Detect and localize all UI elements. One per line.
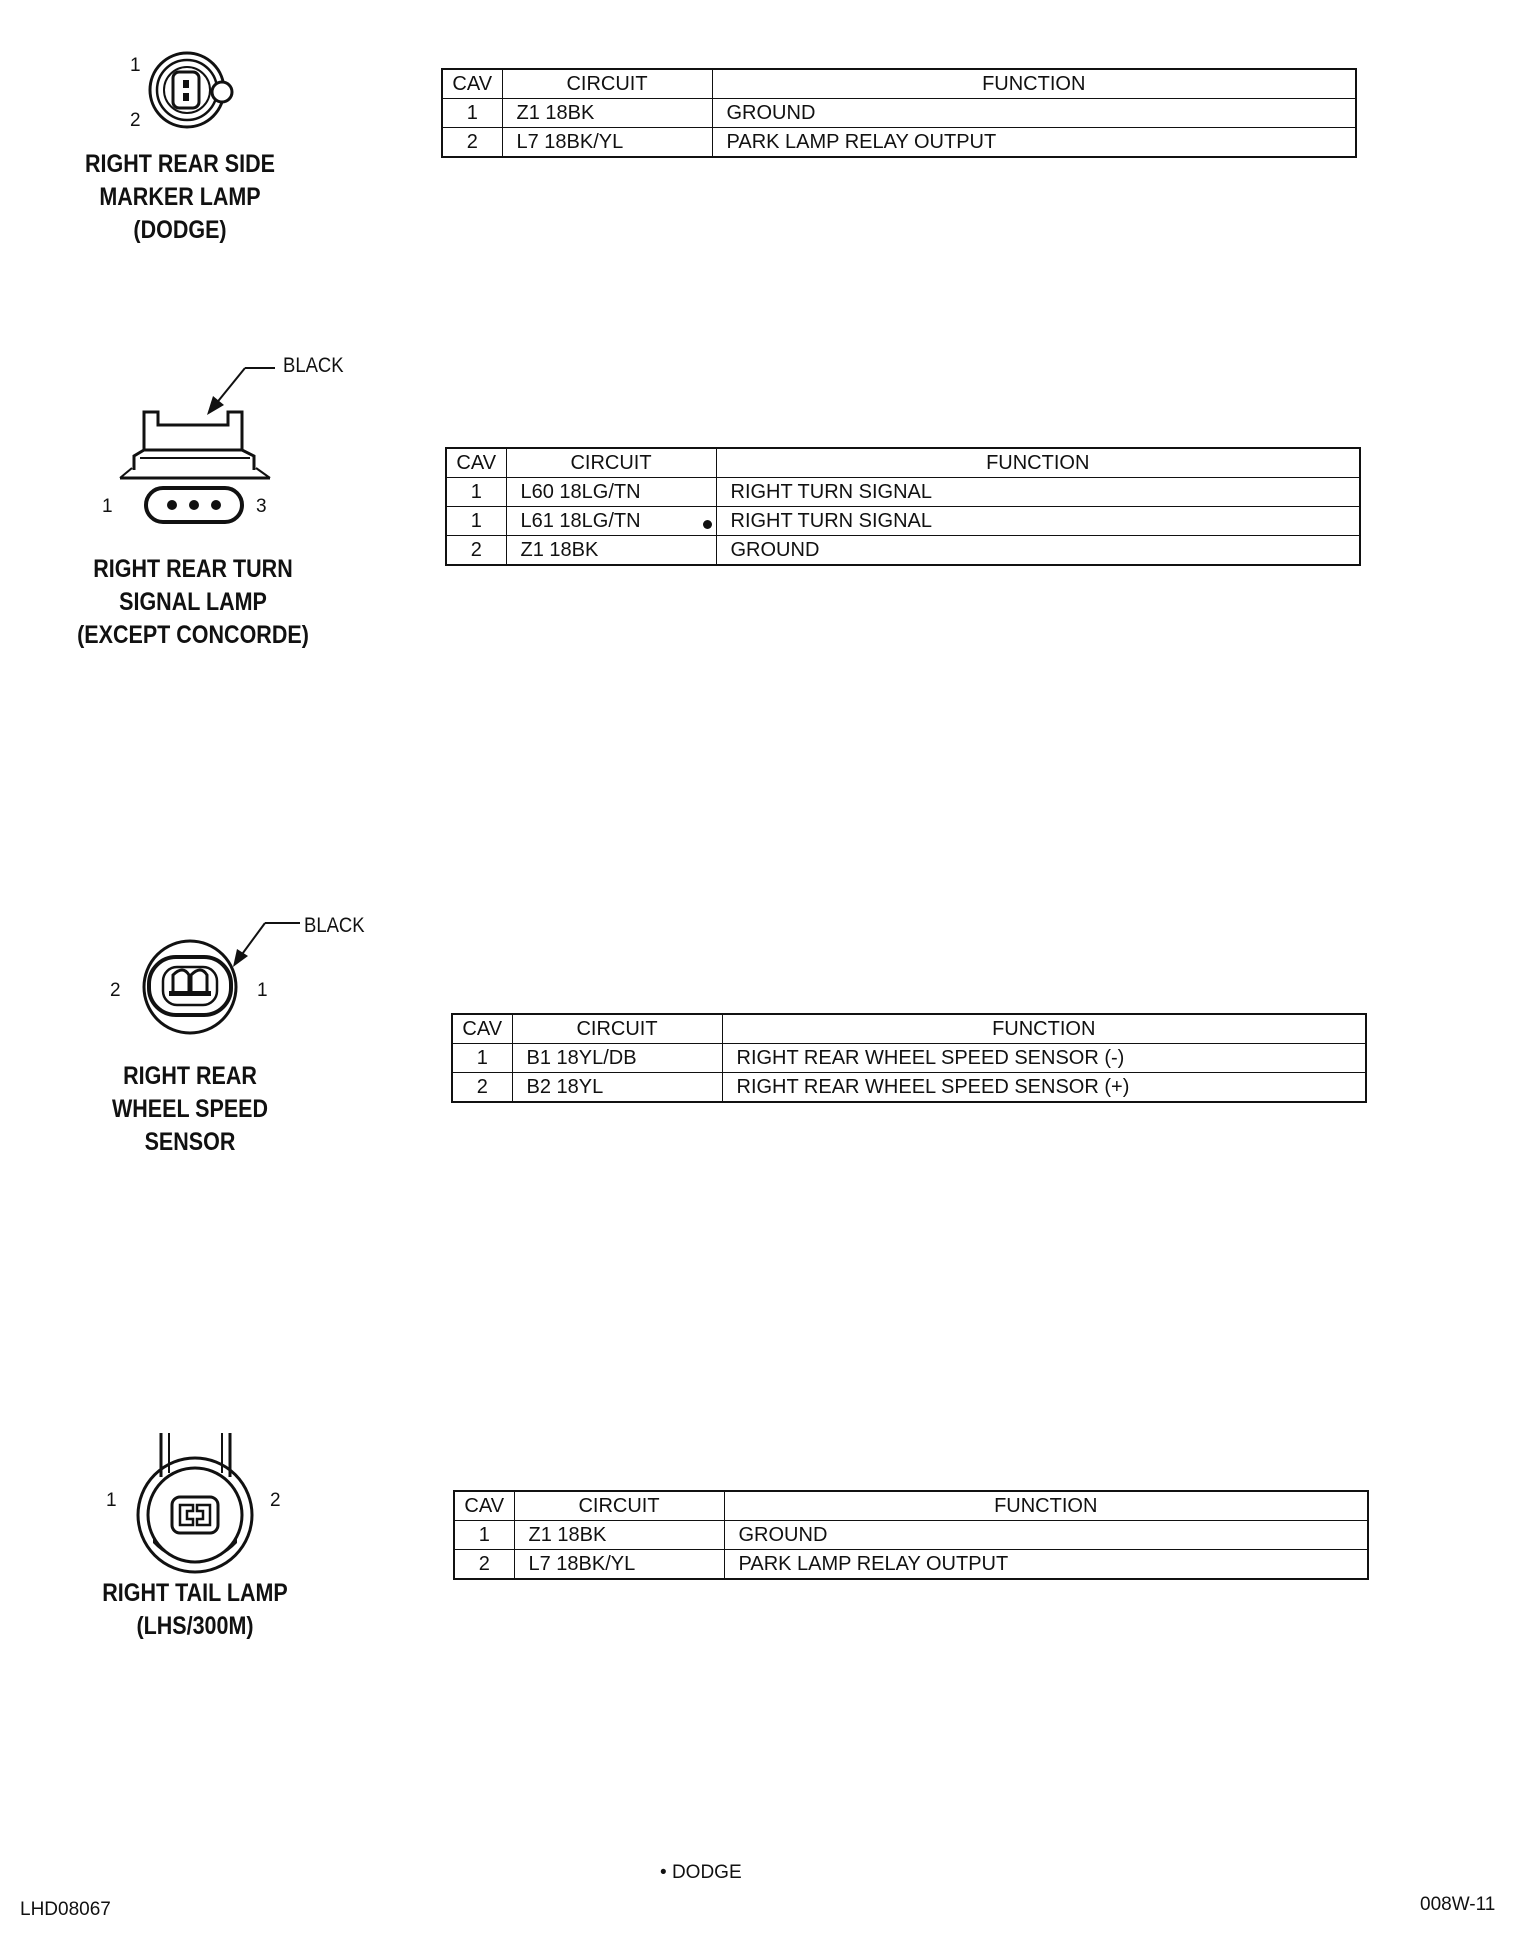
cav-cell: 2 — [446, 536, 506, 566]
legend-text: DODGE — [671, 1862, 742, 1883]
table-row — [446, 507, 1360, 536]
document-code: LHD08067 — [20, 1899, 111, 1920]
cav-cell: 2 — [442, 128, 502, 158]
circuit-cell: Z1 18BK — [502, 99, 712, 128]
table-row — [454, 1550, 1368, 1580]
title-line: (EXCEPT CONCORDE) — [77, 621, 309, 649]
function-cell: RIGHT TURN SIGNAL — [716, 478, 1360, 507]
function-cell: RIGHT TURN SIGNAL — [716, 507, 1360, 536]
table-row — [452, 1073, 1366, 1103]
title-line: (LHS/300M) — [136, 1612, 254, 1640]
circuit-cell — [506, 536, 716, 566]
title-line: RIGHT REAR — [123, 1062, 257, 1090]
dodge-marker-icon — [703, 520, 712, 529]
cav-cell: 1 — [446, 507, 506, 536]
pin-label-2: 2 — [110, 980, 121, 1001]
title-line: WHEEL SPEED — [111, 1095, 269, 1123]
tail-lamp-connector-icon — [125, 1425, 265, 1575]
table-header-row — [442, 69, 1356, 99]
function-cell: RIGHT REAR WHEEL SPEED SENSOR (+) — [722, 1073, 1366, 1103]
table-row — [446, 478, 1360, 507]
cavity-table — [445, 447, 1361, 566]
pin-label-1: 1 — [106, 1490, 117, 1511]
connector-title — [78, 1060, 302, 1159]
pin-label-2: 2 — [130, 110, 141, 131]
side-marker-connector-icon — [130, 50, 250, 140]
wheel-speed-connector-icon — [125, 905, 315, 1035]
pin-label-3: 3 — [256, 496, 267, 517]
header-circuit: CIRCUIT — [506, 448, 716, 478]
circuit-cell: L7 18BK/YL — [514, 1550, 724, 1580]
table-header-row — [452, 1014, 1366, 1044]
table-row — [442, 99, 1356, 128]
function-cell: PARK LAMP RELAY OUTPUT — [724, 1550, 1368, 1580]
callout-label: BLACK — [283, 354, 344, 377]
connector-title — [68, 553, 317, 652]
circuit-cell — [506, 507, 716, 536]
cav-cell: 1 — [452, 1044, 512, 1073]
title-line: RIGHT TAIL LAMP — [102, 1579, 288, 1607]
circuit-text: L61 18LG/TN — [520, 510, 641, 532]
table-row — [446, 536, 1360, 566]
circuit-cell: B1 18YL/DB — [512, 1044, 722, 1073]
pin-label-1: 1 — [130, 55, 141, 76]
cav-cell: 1 — [454, 1521, 514, 1550]
header-circuit: CIRCUIT — [502, 69, 712, 99]
cavity-table — [441, 68, 1357, 158]
circuit-text: Z1 18BK — [520, 539, 599, 561]
cav-cell: 1 — [446, 478, 506, 507]
table-header-row — [454, 1491, 1368, 1521]
header-function: FUNCTION — [716, 448, 1360, 478]
circuit-text: L60 18LG/TN — [520, 481, 641, 503]
pin-label-1: 1 — [257, 980, 268, 1001]
function-cell: GROUND — [712, 99, 1356, 128]
function-cell: GROUND — [724, 1521, 1368, 1550]
header-cav: CAV — [446, 448, 506, 478]
header-circuit: CIRCUIT — [512, 1014, 722, 1044]
header-function: FUNCTION — [724, 1491, 1368, 1521]
header-cav: CAV — [452, 1014, 512, 1044]
connector-title — [68, 148, 292, 247]
cavity-table — [453, 1490, 1369, 1580]
cav-cell: 2 — [452, 1073, 512, 1103]
header-function: FUNCTION — [722, 1014, 1366, 1044]
title-line: RIGHT REAR SIDE — [85, 150, 275, 178]
cav-cell: 1 — [442, 99, 502, 128]
function-cell: RIGHT REAR WHEEL SPEED SENSOR (-) — [722, 1044, 1366, 1073]
title-line: RIGHT REAR TURN — [93, 555, 293, 583]
header-cav: CAV — [454, 1491, 514, 1521]
table-row — [442, 128, 1356, 158]
connector-title — [79, 1577, 311, 1643]
title-line: SIGNAL LAMP — [119, 588, 267, 616]
function-cell: GROUND — [716, 536, 1360, 566]
table-row — [454, 1521, 1368, 1550]
header-function: FUNCTION — [712, 69, 1356, 99]
pin-label-1: 1 — [102, 496, 113, 517]
title-line: (DODGE) — [133, 216, 227, 244]
table-row — [452, 1044, 1366, 1073]
header-cav: CAV — [442, 69, 502, 99]
cavity-table — [451, 1013, 1367, 1103]
function-cell: PARK LAMP RELAY OUTPUT — [712, 128, 1356, 158]
page-number: 008W-11 — [1420, 1894, 1496, 1915]
circuit-cell — [506, 478, 716, 507]
cav-cell: 2 — [454, 1550, 514, 1580]
title-line: MARKER LAMP — [99, 183, 261, 211]
dodge-bullet-icon: • — [660, 1862, 667, 1883]
pin-label-2: 2 — [270, 1490, 281, 1511]
circuit-cell: L7 18BK/YL — [502, 128, 712, 158]
callout-label: BLACK — [304, 914, 365, 937]
title-line: SENSOR — [144, 1128, 236, 1156]
circuit-cell: B2 18YL — [512, 1073, 722, 1103]
circuit-cell: Z1 18BK — [514, 1521, 724, 1550]
table-header-row — [446, 448, 1360, 478]
footer-legend — [660, 1862, 742, 1884]
header-circuit: CIRCUIT — [514, 1491, 724, 1521]
